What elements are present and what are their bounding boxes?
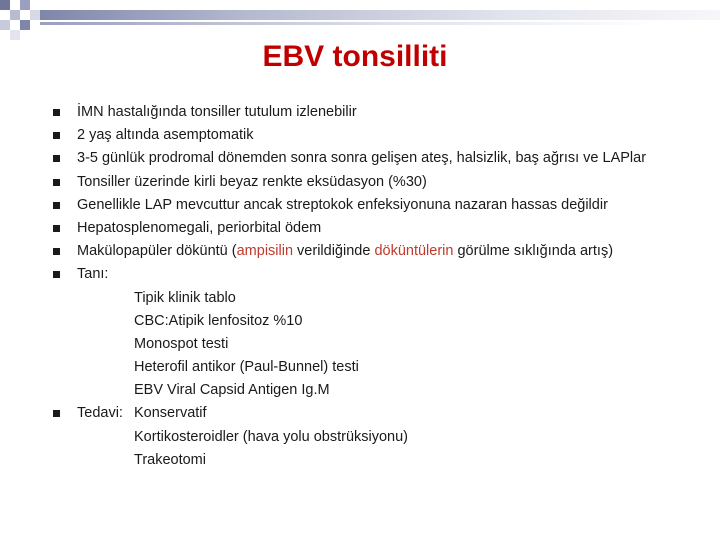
bullet-item: 3-5 günlük prodromal dönemden sonra sonra gelişen ateş, halsizlik, baş ağrısı ve LAPlar	[0, 147, 720, 170]
bullet-item: Genellikle LAP mevcuttur ancak streptokok enfeksiyonuna nazaran hassas değildir	[0, 194, 720, 217]
bullet-square-icon	[53, 155, 60, 162]
bullet-square-icon	[53, 132, 60, 139]
diagnosis-item: Monospot testi	[134, 335, 229, 352]
bullet-square-icon	[53, 225, 60, 232]
bullet-item: Tanı:	[0, 263, 720, 286]
bullet-square-icon	[53, 202, 60, 209]
diagnosis-item: Heterofil antikor (Paul-Bunnel) testi	[134, 359, 359, 376]
slide-title: EBV tonsilliti	[262, 40, 448, 73]
bullet-square-icon	[53, 109, 60, 116]
treatment-item: Kortikosteroidler (hava yolu obstrüksiyonu)	[134, 428, 409, 445]
bullet-item-treatment: Tedavi: Konservatif	[0, 402, 720, 425]
bullet-item: 2 yaş altında asemptomatik	[0, 124, 720, 147]
bullet-square-icon	[53, 179, 60, 186]
treatment-label: Tedavi:	[77, 405, 123, 422]
highlight-rashes: döküntülerin	[374, 243, 454, 260]
diagnosis-item: EBV Viral Capsid Antigen Ig.M	[134, 382, 330, 399]
treatment-item: Trakeotomi	[134, 451, 206, 468]
diagnosis-item: CBC:Atipik lenfositoz %10	[134, 312, 303, 329]
highlight-ampicillin: ampisilin	[236, 243, 294, 260]
bullet-square-icon	[53, 410, 60, 417]
bullet-square-icon	[53, 248, 60, 255]
diagnosis-item: Tipik klinik tablo	[134, 289, 236, 306]
bullet-item: Hepatosplenomegali, periorbital ödem	[0, 217, 720, 240]
rash-text: Makülopapüler döküntü (ampisilin verildiğinde döküntülerin görülme sıklığında artış)	[77, 243, 614, 260]
bullet-item: İMN hastalığında tonsiller tutulum izlenebilir	[0, 101, 720, 124]
bullet-square-icon	[53, 271, 60, 278]
bullet-item	[0, 240, 720, 263]
bullet-item: Tonsiller üzerinde kirli beyaz renkte eksüdasyon (%30)	[0, 171, 720, 194]
slide-content	[0, 101, 720, 472]
